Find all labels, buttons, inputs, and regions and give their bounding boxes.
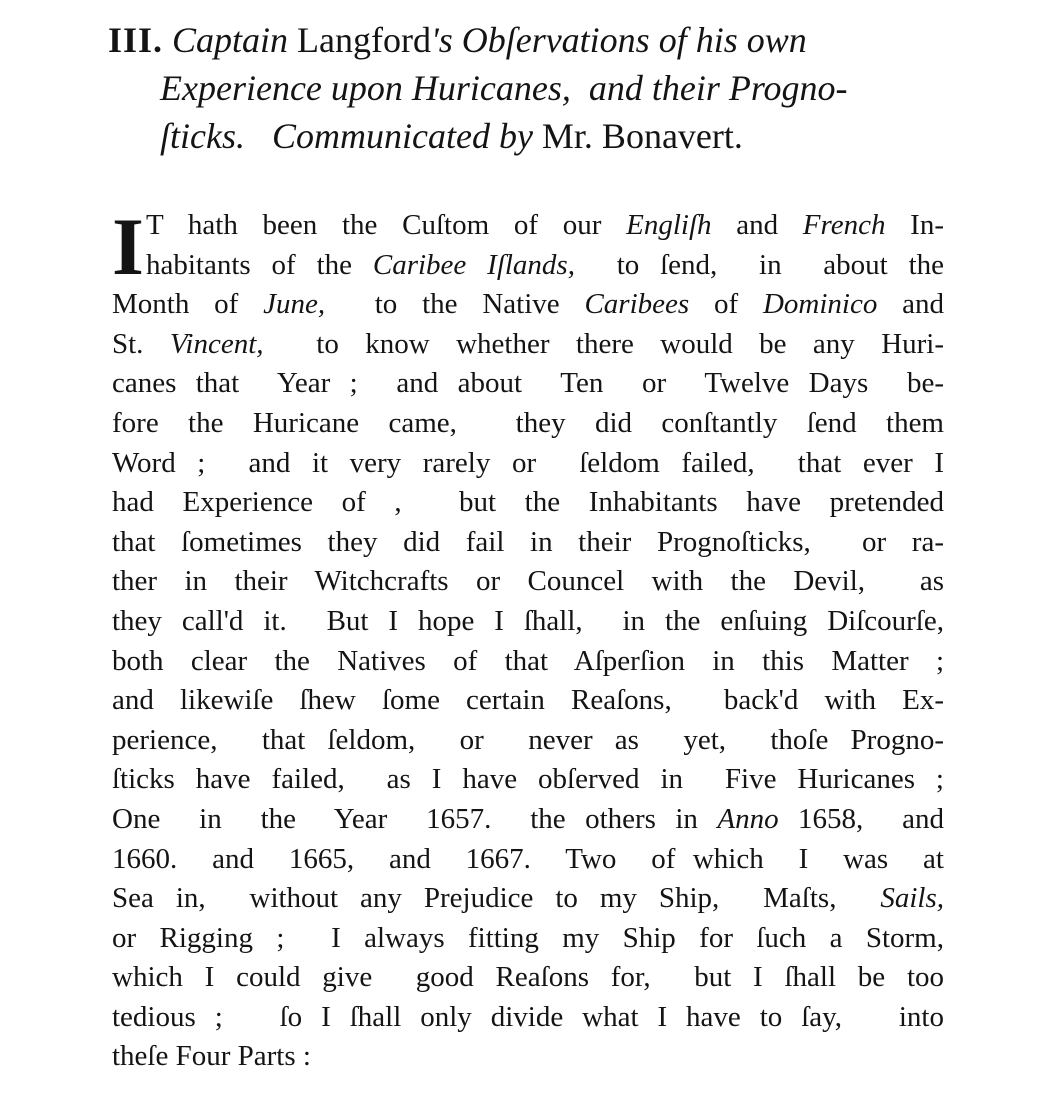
italic-text: Caribees xyxy=(584,288,690,321)
body-line xyxy=(112,1037,944,1077)
text-run: they call'd it. But I hope I ſhall, in the enſuing Diſcourſe, xyxy=(112,604,944,637)
text-run: or Rigging ; I always fitting my Ship for ſuch a Storm, xyxy=(112,921,944,954)
text-run: and xyxy=(711,209,803,241)
text-run: One in the Year 1657. the others in xyxy=(112,802,718,835)
body-line xyxy=(112,681,944,721)
text-run: to ſend, in about the xyxy=(574,248,944,281)
italic-text: Sails, xyxy=(880,882,944,915)
text-run: to the Native xyxy=(325,288,585,321)
text-run: both clear the Natives of that Aſperſion in this Matter ; xyxy=(112,644,944,677)
text-run: fore the Huricane came, they did conſtantly ſend them xyxy=(112,406,944,439)
title-line xyxy=(108,16,948,64)
text-run: St. xyxy=(112,327,170,360)
text-run: Langford xyxy=(288,20,431,60)
italic-text: Dominico xyxy=(762,288,878,321)
body-line xyxy=(112,444,944,484)
body-line xyxy=(112,919,944,959)
text-run: In- xyxy=(885,209,944,241)
body-line xyxy=(112,523,944,563)
text-run: that ſometimes they did fail in their Prognoſticks, or ra- xyxy=(112,525,944,558)
italic-text: Captain xyxy=(172,20,289,60)
body-line xyxy=(112,325,944,365)
italic-text: 's Obſervations of his own xyxy=(431,20,807,60)
italic-text: Vincent, xyxy=(169,327,264,360)
text-run: Month of xyxy=(112,288,264,321)
text-run: habitants of the xyxy=(146,248,373,281)
italic-text: Experience upon Huricanes, and their Progno- xyxy=(160,68,848,108)
body-line xyxy=(112,364,944,404)
body-line xyxy=(112,760,944,800)
text-run: 1660. and 1665, and 1667. Two of which I was at xyxy=(112,842,944,875)
drop-cap: I xyxy=(112,201,144,292)
text-run: perience, that ſeldom, or never as yet, thoſe Progno- xyxy=(112,723,944,756)
italic-text: June, xyxy=(263,288,326,321)
text-run: Word ; and it very rarely or ſeldom failed, that ever I xyxy=(112,446,944,479)
italic-text: Engliſh xyxy=(626,209,712,241)
text-run: which I could give good Reaſons for, but I ſhall be too xyxy=(112,961,944,994)
text-run: to know whether there would be any Huri- xyxy=(263,327,945,360)
text-run: canes that Year ; and about Ten or Twelve Days be- xyxy=(112,367,944,400)
body-line xyxy=(112,998,944,1038)
text-run: ſticks have failed, as I have obſerved in Five Huricanes ; xyxy=(112,763,944,796)
text-run: and xyxy=(877,288,945,321)
text-run: and likewiſe ſhew ſome certain Reaſons, back'd with Ex- xyxy=(112,684,944,717)
body-line xyxy=(112,206,944,246)
body-line xyxy=(112,642,944,682)
text-run: of xyxy=(689,288,763,321)
title-line xyxy=(108,112,948,160)
body-line xyxy=(112,958,944,998)
text-run: Sea in, without any Prejudice to my Ship, Maſts, xyxy=(112,882,881,915)
body-line xyxy=(112,602,944,642)
text-run: Mr. Bonavert. xyxy=(532,116,743,156)
title-line xyxy=(108,64,948,112)
italic-text: Anno xyxy=(717,802,779,835)
text-run: T hath been the Cuſtom of our xyxy=(146,209,627,241)
body-line xyxy=(112,246,944,286)
text-run: 1658, and xyxy=(778,802,944,835)
body-line xyxy=(112,483,944,523)
body-line xyxy=(112,562,944,602)
text-run: had Experience of , but the Inhabitants have pretended xyxy=(112,486,944,519)
body-line xyxy=(112,800,944,840)
body-line xyxy=(112,404,944,444)
text-run: theſe Four Parts : xyxy=(112,1040,311,1073)
section-number: III. xyxy=(108,20,164,60)
text-run: tedious ; ſo I ſhall only divide what I have to ſay, into xyxy=(112,1000,944,1033)
text-run: ther in their Witchcrafts or Councel with the Devil, as xyxy=(112,565,944,598)
italic-text: Caribee Iſlands, xyxy=(372,248,575,281)
italic-text: ſticks. Communicated by xyxy=(160,116,533,156)
article-body xyxy=(112,201,945,1077)
body-line xyxy=(112,840,944,880)
article-title xyxy=(108,16,948,160)
text-run xyxy=(163,20,172,60)
body-line xyxy=(112,721,944,761)
body-line xyxy=(112,879,944,919)
italic-text: French xyxy=(802,209,886,241)
body-line xyxy=(112,285,944,325)
